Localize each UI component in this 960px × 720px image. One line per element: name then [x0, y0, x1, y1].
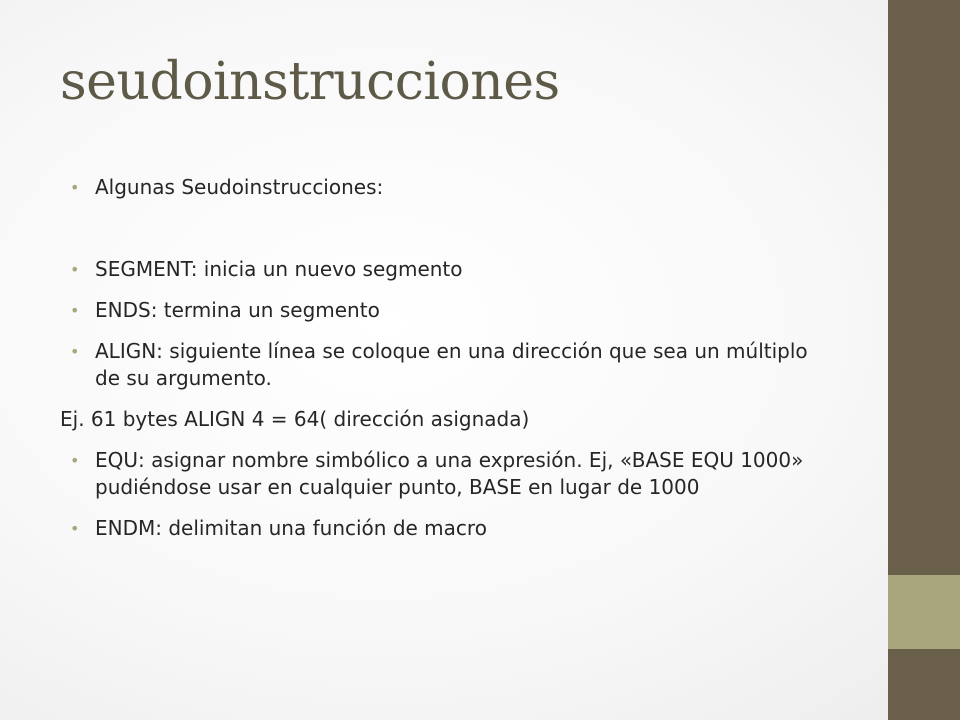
side-band-dark-top [888, 0, 960, 575]
bullet-item-ends: • ENDS: termina un segmento [70, 297, 815, 324]
side-band-light-accent [888, 575, 960, 649]
blank-line [70, 215, 815, 256]
bullet-item-segment: • SEGMENT: inicia un nuevo segmento [70, 256, 815, 283]
bullet-item-intro: • Algunas Seudoinstrucciones: [70, 174, 815, 201]
side-band-dark-bottom [888, 649, 960, 720]
slide-body [60, 174, 815, 556]
bullet-item-endm: • ENDM: delimitan una función de macro [70, 515, 815, 542]
bullet-item-equ: • EQU: asignar nombre simbólico a una expresión. Ej, «BASE EQU 1000» pudiéndose usar en cualquier punto, BASE en lugar de 1000 [70, 447, 815, 501]
example-line: Ej. 61 bytes ALIGN 4 = 64( dirección asignada) [60, 407, 530, 431]
bullet-item-align: • ALIGN: siguiente línea se coloque en una dirección que sea un múltiplo de su argumento. [70, 338, 815, 392]
slide-title: seudoinstrucciones [60, 52, 560, 112]
